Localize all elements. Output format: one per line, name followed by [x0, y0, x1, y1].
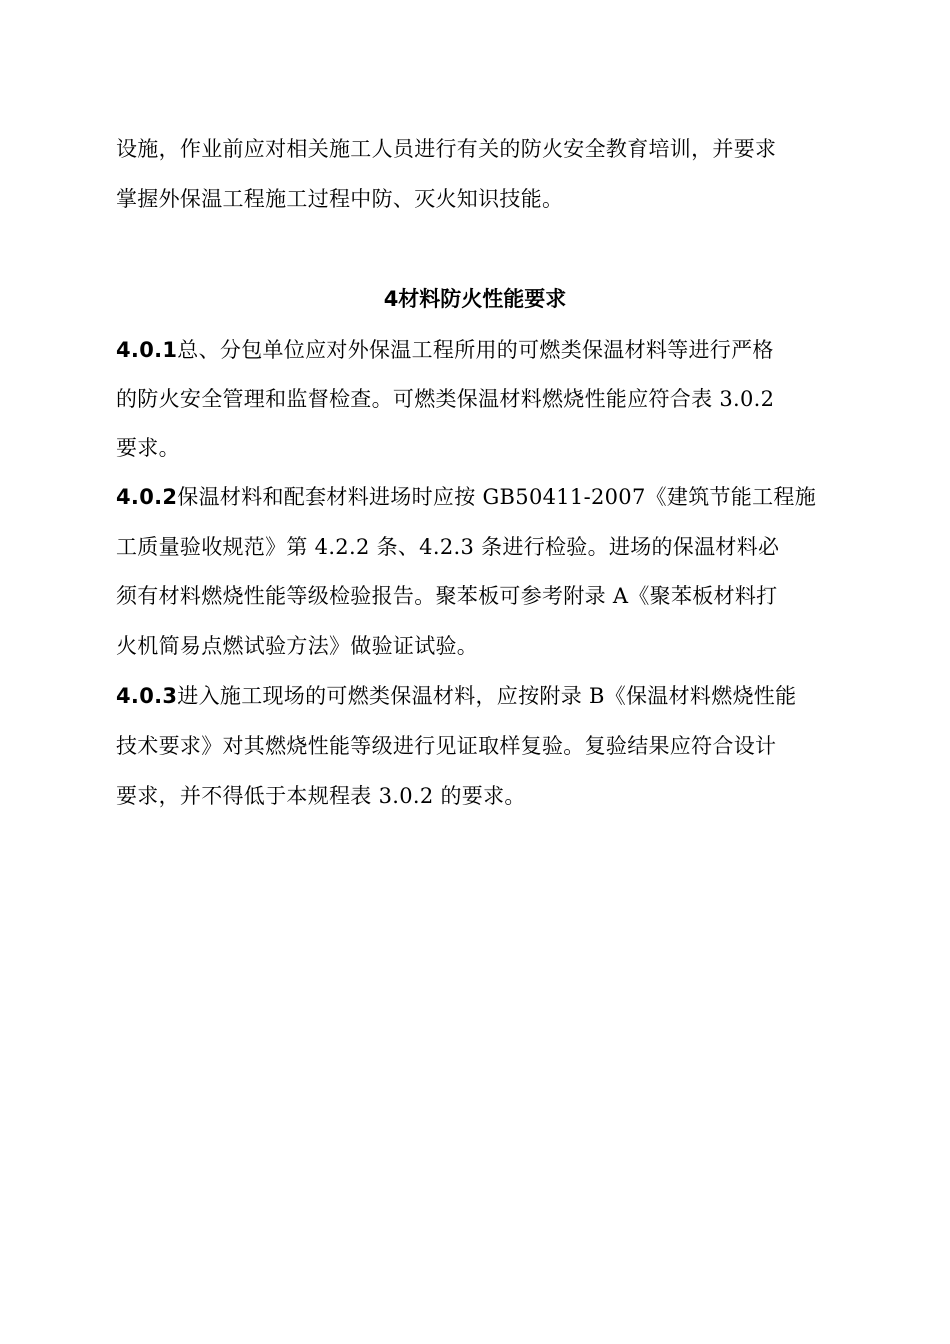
clause-4-0-1-line-1 — [116, 340, 821, 361]
clause-number: 4.0.2 — [116, 485, 178, 509]
clause-text: 总、分包单位应对外保温工程所用的可燃类保温材料等进行严格 — [177, 338, 774, 362]
clause-4-0-2-line-1 — [116, 487, 821, 508]
clause-number: 4.0.1 — [116, 338, 178, 362]
clause-text: 保温材料和配套材料进场时应按 GB50411-2007《建筑节能工程施 — [177, 485, 817, 509]
clause-4-0-3-line-3: 要求，并不得低于本规程表 3.0.2 的要求。 — [116, 784, 526, 808]
intro-line-1: 设施，作业前应对相关施工人员进行有关的防火安全教育培训，并要求 — [116, 137, 777, 161]
clause-text: 进入施工现场的可燃类保温材料，应按附录 B《保温材料燃烧性能 — [177, 684, 797, 708]
clause-4-0-2-line-4: 火机简易点燃试验方法》做验证试验。 — [116, 634, 479, 658]
clause-4-0-3-line-2: 技术要求》对其燃烧性能等级进行见证取样复验。复验结果应符合设计 — [116, 734, 777, 758]
intro-line-2: 掌握外保温工程施工过程中防、灭火知识技能。 — [116, 187, 564, 211]
clause-4-0-2-line-3: 须有材料燃烧性能等级检验报告。聚苯板可参考附录 A《聚苯板材料打 — [116, 584, 778, 608]
clause-4-0-2-line-2: 工质量验收规范》第 4.2.2 条、4.2.3 条进行检验。进场的保温材料必 — [116, 535, 780, 559]
clause-4-0-1-line-2: 的防火安全管理和监督检查。可燃类保温材料燃烧性能应符合表 3.0.2 — [116, 387, 775, 411]
clause-4-0-1-line-3: 要求。 — [116, 436, 180, 460]
clause-number: 4.0.3 — [116, 684, 178, 708]
section-title: 4材料防火性能要求 — [383, 287, 567, 311]
clause-4-0-3-line-1 — [116, 686, 821, 707]
